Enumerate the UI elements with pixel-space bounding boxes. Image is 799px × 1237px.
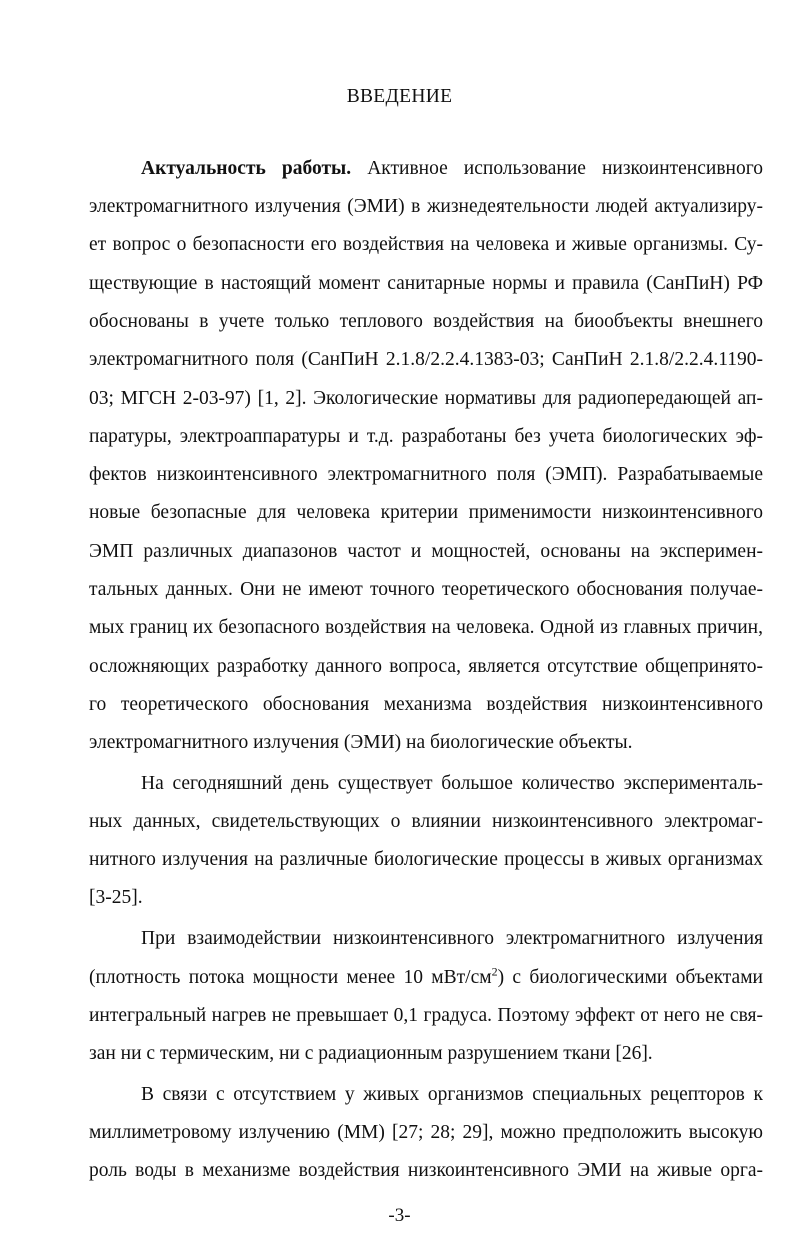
paragraph-1-line: мых границ их безопасного воздействия на человека. Одной из главных причин, [89, 617, 763, 638]
paragraph-3-line: При взаимодействии низкоинтенсивного электромагнитного излучения [141, 928, 763, 949]
paragraph-1-line: ЭМП различных диапазонов частот и мощностей, основаны на эксперимен- [89, 541, 763, 562]
paragraph-1-lead: Актуальность работы. [141, 158, 352, 179]
paragraph-4-line: В связи с отсутствием у живых организмов специальных рецепторов к [141, 1084, 763, 1105]
paragraph-4-line: роль воды в механизме воздействия низкоинтенсивного ЭМИ на живые орга- [89, 1160, 763, 1181]
paragraph-1-line: тальных данных. Они не имеют точного теоретического обоснования получае- [89, 579, 763, 600]
paragraph-2-line: [3-25]. [89, 887, 143, 908]
paragraph-3-line-2 [89, 966, 763, 990]
paragraph-2-line: На сегодняшний день существует большое количество эксперименталь- [141, 773, 763, 794]
paragraph-1-line: осложняющих разработку данного вопроса, является отсутствие общепринято- [89, 656, 763, 677]
paragraph-3-line-2-after: ) с биологическими объектами [497, 967, 763, 988]
paragraph-2-line: ных данных, свидетельствующих о влиянии низкоинтенсивного электромаг- [89, 811, 763, 832]
paragraph-1-line: фектов низкоинтенсивного электромагнитного поля (ЭМП). Разрабатываемые [89, 464, 763, 485]
paragraph-3-line-2-before: (плотность потока мощности менее 10 мВт/см [89, 967, 492, 988]
page-title: ВВЕДЕНИЕ [346, 86, 453, 107]
paragraph-1-line-1 [141, 157, 763, 181]
paragraph-1-line: обоснованы в учете только теплового воздействия на биообъекты внешнего [89, 311, 763, 332]
paragraph-1-line: ществующие в настоящий момент санитарные нормы и правила (СанПиН) РФ [89, 273, 763, 294]
page-number: -3- [388, 1205, 411, 1226]
paragraph-3-line: интегральный нагрев не превышает 0,1 градуса. Поэтому эффект от него не свя- [89, 1005, 763, 1026]
paragraph-1-line-1-rest: Активное использование низкоинтенсивного [351, 158, 763, 179]
paragraph-1-line: 03; МГСН 2-03-97) [1, 2]. Экологические нормативы для радиопередающей ап- [89, 388, 763, 409]
paragraph-1-line: ет вопрос о безопасности его воздействия на человека и живые организмы. Су- [89, 234, 763, 255]
paragraph-1-line: го теоретического обоснования механизма воздействия низкоинтенсивного [89, 694, 763, 715]
paragraph-1-line: паратуры, электроаппаратуры и т.д. разработаны без учета биологических эф- [89, 426, 763, 447]
paragraph-3-line: зан ни с термическим, ни с радиационным разрушением ткани [26]. [89, 1043, 653, 1064]
paragraph-1-line: новые безопасные для человека критерии применимости низкоинтенсивного [89, 502, 763, 523]
paragraph-1-line: электромагнитного поля (СанПиН 2.1.8/2.2.4.1383-03; СанПиН 2.1.8/2.2.4.1190- [89, 349, 763, 370]
superscript-exponent: 2 [491, 964, 498, 979]
paragraph-1-line: электромагнитного излучения (ЭМИ) на биологические объекты. [89, 732, 633, 753]
paragraph-2-line: нитного излучения на различные биологические процессы в живых организмах [89, 849, 763, 870]
paragraph-1-line: электромагнитного излучения (ЭМИ) в жизнедеятельности людей актуализиру- [89, 196, 763, 217]
paragraph-4-line: миллиметровому излучению (ММ) [27; 28; 29], можно предположить высокую [89, 1122, 763, 1143]
